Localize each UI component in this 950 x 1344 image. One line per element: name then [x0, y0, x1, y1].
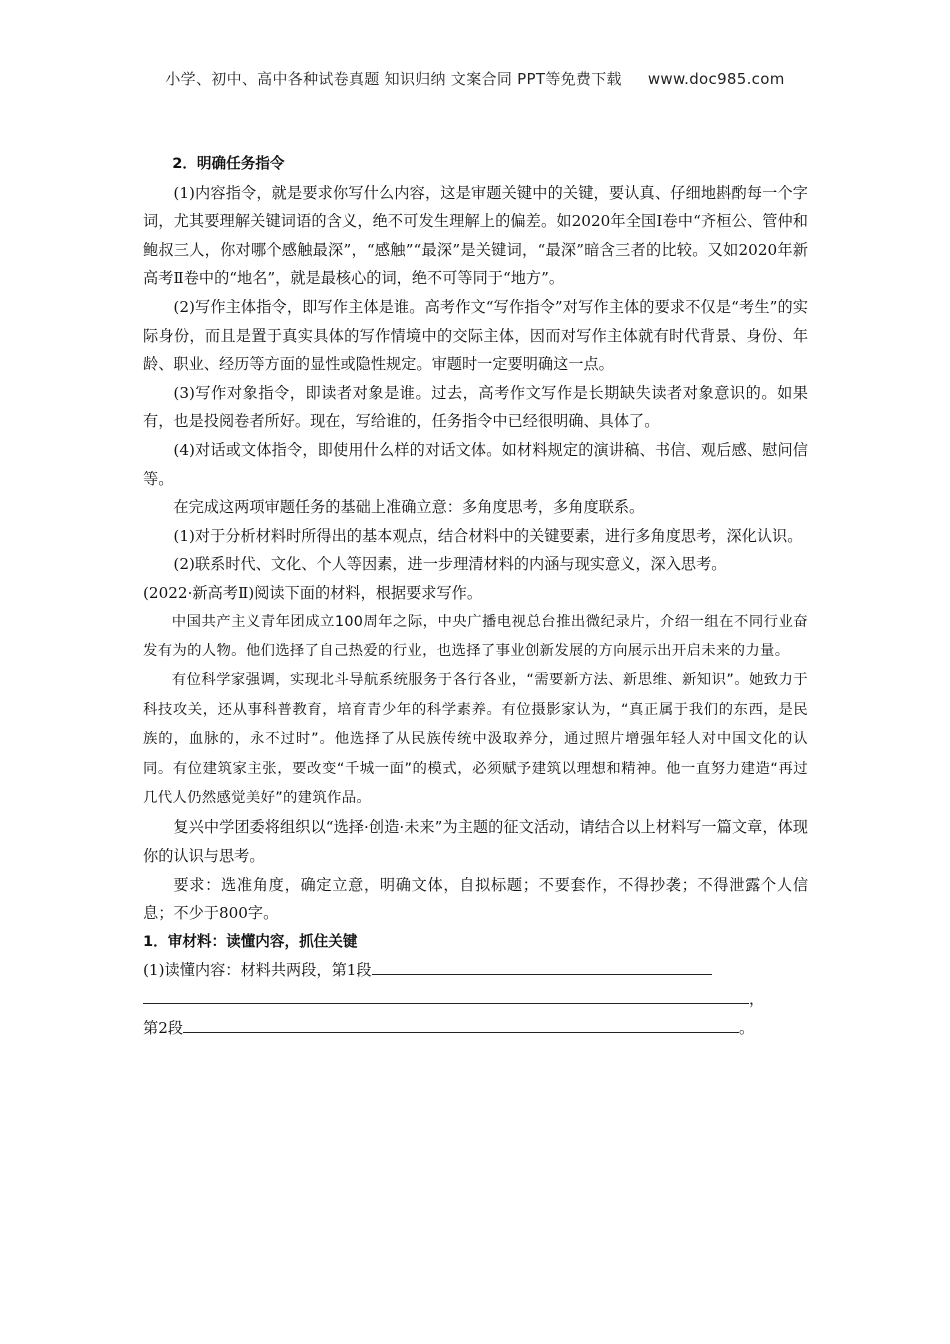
- essay-requirements: 要求：选准角度，确定立意，明确文体，自拟标题；不要套作，不得抄袭；不得泄露个人信息；不少于800字。: [143, 875, 808, 923]
- material-paragraph-1: 中国共产主义青年团成立100周年之际，中央广播电视总台推出微纪录片，介绍一组在不同行业奋发有为的人物。他们选择了自己热爱的行业，也选择了事业创新发展的方向展示出开启未来的力量。: [143, 613, 808, 659]
- fill-line-2: [143, 985, 808, 1014]
- answer-blank-2[interactable]: [143, 986, 749, 1004]
- header-url[interactable]: www.doc985.com: [647, 70, 785, 88]
- fill-line-2-comma: ，: [749, 989, 765, 1008]
- exam-question-intro: (2022·新高考Ⅱ)阅读下面的材料，根据要求写作。: [143, 583, 483, 602]
- fill-line-3-label: 第2段: [143, 1018, 184, 1037]
- fill-line-3-period: 。: [739, 1018, 755, 1037]
- paragraph-reader-instruction: (3)写作对象指令，即读者对象是谁。过去，高考作文写作是长期缺失读者对象意识的。如果有，也是投阅卷者所好。现在，写给谁的，任务指令中已经很明确、具体了。: [143, 383, 808, 431]
- header-text: 小学、初中、高中各种试卷真题 知识归纳 文案合同 PPT等免费下载: [165, 70, 622, 88]
- section-title-task-instructions: 2．明确任务指令: [172, 155, 285, 172]
- page-header: [0, 68, 950, 89]
- answer-blank-3[interactable]: [183, 1015, 739, 1033]
- paragraph-intent: 在完成这两项审题任务的基础上准确立意：多角度思考，多角度联系。: [173, 498, 645, 517]
- paragraph-intent-point-2: (2)联系时代、文化、个人等因素，进一步理清材料的内涵与现实意义，深入思考。: [173, 555, 727, 574]
- material-paragraph-2: 有位科学家强调，实现北斗导航系统服务于各行各业，“需要新方法、新思维、新知识”。她致力于科技攻关，还从事科普教育，培育青少年的科学素养。有位摄影家认为，“真正属于我们的东西，是民族的，血脉的，永不过时”。他选择了从民族传统中汲取养分，通过照片增强年轻人对中国文化的认同。有位建筑家主张，要改变“千城一面”的模式，必须赋予建筑以理想和精神。他一直努力建造“再过几代人仍然感觉美好”的建筑作品。: [143, 672, 808, 806]
- paragraph-subject-instruction: (2)写作主体指令，即写作主体是谁。高考作文“写作指令”对写作主体的要求不仅是“考生”的实际身份，而且是置于真实具体的写作情境中的交际主体，因而对写作主体就有时代背景、身份、年龄、职业、经历等方面的显性或隐性规定。审题时一定要明确这一点。: [143, 297, 808, 374]
- section-title-review-material: 1．审材料：读懂内容，抓住关键: [143, 932, 358, 950]
- document-body: [143, 150, 808, 1042]
- paragraph-genre-instruction: (4)对话或文体指令，即使用什么样的对话文体。如材料规定的演讲稿、书信、观后感、慰问信等。: [143, 440, 808, 488]
- paragraph-intent-point-1: (1)对于分析材料时所得出的基本观点，结合材料中的关键要素，进行多角度思考，深化认识。: [173, 526, 803, 545]
- paragraph-content-instruction: (1)内容指令，就是要求你写什么内容，这是审题关键中的关键，要认真、仔细地斟酌每一个字词，尤其要理解关键词语的含义，绝不可发生理解上的偏差。如2020年全国Ⅰ卷中“齐桓公、管仲和鲍叔三人，你对哪个感触最深”，“感触”“最深”是关键词，“最深”暗含三者的比较。又如2020年新高考Ⅱ卷中的“地名”，就是最核心的词，绝不可等同于“地方”。: [143, 183, 808, 288]
- answer-blank-1[interactable]: [372, 957, 712, 975]
- essay-task: 复兴中学团委将组织以“选择·创造·未来”为主题的征文活动，请结合以上材料写一篇文章，体现你的认识与思考。: [143, 818, 808, 865]
- fill-line-1: [143, 956, 808, 985]
- fill-line-3: [143, 1014, 808, 1043]
- fill-line-1-label: (1)读懂内容：材料共两段，第1段: [143, 961, 372, 980]
